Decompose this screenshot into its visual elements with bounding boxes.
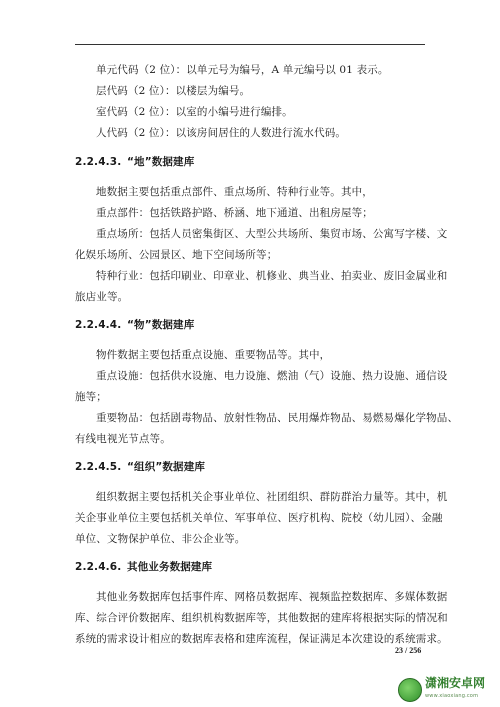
section-number: 2.2.4.3. [75, 156, 122, 168]
text-line: 重点场所：包括人员密集街区、大型公共场所、集贸市场、公寓写字楼、文 [96, 228, 448, 240]
section-number: 2.2.4.5. [75, 461, 122, 473]
section-heading [75, 460, 205, 474]
header-rule [75, 44, 425, 45]
text-line: 化娱乐场所、公园景区、地下空间场所等； [75, 249, 278, 261]
text-line: 重点设施：包括供水设施、电力设施、燃油（气）设施、热力设施、通信设 [96, 370, 448, 382]
section-number: 2.2.4.4. [75, 319, 122, 331]
android-logo-icon [398, 678, 422, 702]
text-line: 重要物品：包括剧毒物品、放射性物品、民用爆炸物品、易燃易爆化学物品、 [96, 412, 459, 424]
text-line: 有线电视光节点等。 [75, 433, 171, 445]
section-heading [75, 318, 194, 332]
text-line: 组织数据主要包括机关企事业单位、社团组织、群防群治力量等。其中，机 [96, 491, 448, 503]
text-line: 物件数据主要包括重点设施、重要物品等。其中， [96, 349, 331, 361]
text-line: 关企事业单位主要包括机关单位、军事单位、医疗机构、院校（幼儿园）、金融 [75, 512, 443, 524]
section-title: “物”数据建库 [127, 319, 195, 331]
section-title: 其他业务数据建库 [127, 561, 213, 573]
text-line: 库、综合评价数据库、组织机构数据库等，其他数据的建库将根据实际的情况和 [75, 612, 448, 624]
section-heading [75, 155, 194, 169]
text-line: 施等； [75, 391, 107, 403]
site-watermark [398, 676, 498, 704]
section-title: “地”数据建库 [127, 156, 195, 168]
text-line: 重点部件：包括铁路护路、桥涵、地下通道、出租房屋等； [96, 207, 373, 219]
watermark-title: 潇湘安卓网 [425, 676, 486, 690]
text-line: 特种行业：包括印刷业、印章业、机修业、典当业、拍卖业、废旧金属业和 [96, 270, 448, 282]
text-line: 层代码（2 位）：以楼层为编号。 [96, 85, 251, 97]
text-line: 系统的需求设计相应的数据库表格和建库流程，保证满足本次建设的系统需求。 [75, 633, 448, 645]
text-line: 旅店业等。 [75, 291, 129, 303]
section-title: “组织”数据建库 [127, 461, 206, 473]
text-line: 地数据主要包括重点部件、重点场所、特种行业等。其中， [96, 186, 373, 198]
watermark-text [425, 677, 485, 703]
text-line: 室代码（2 位）：以室的小编号进行编排。 [96, 106, 293, 118]
text-line: 其他业务数据库包括事件库、网格员数据库、视频监控数据库、多媒体数据 [96, 591, 448, 603]
watermark-subtitle: www.xiaoxiang.com [425, 693, 479, 699]
section-number: 2.2.4.6. [75, 561, 122, 573]
text-line: 人代码（2 位）：以该房间居住的人数进行流水代码。 [96, 127, 347, 139]
page-number: 23 / 256 [395, 646, 422, 655]
text-line: 单元代码（2 位）：以单元号为编号，A 单元编号以 01 表示。 [96, 64, 389, 76]
text-line: 单位、文物保护单位、非公企业等。 [75, 533, 246, 545]
section-heading [75, 560, 212, 574]
